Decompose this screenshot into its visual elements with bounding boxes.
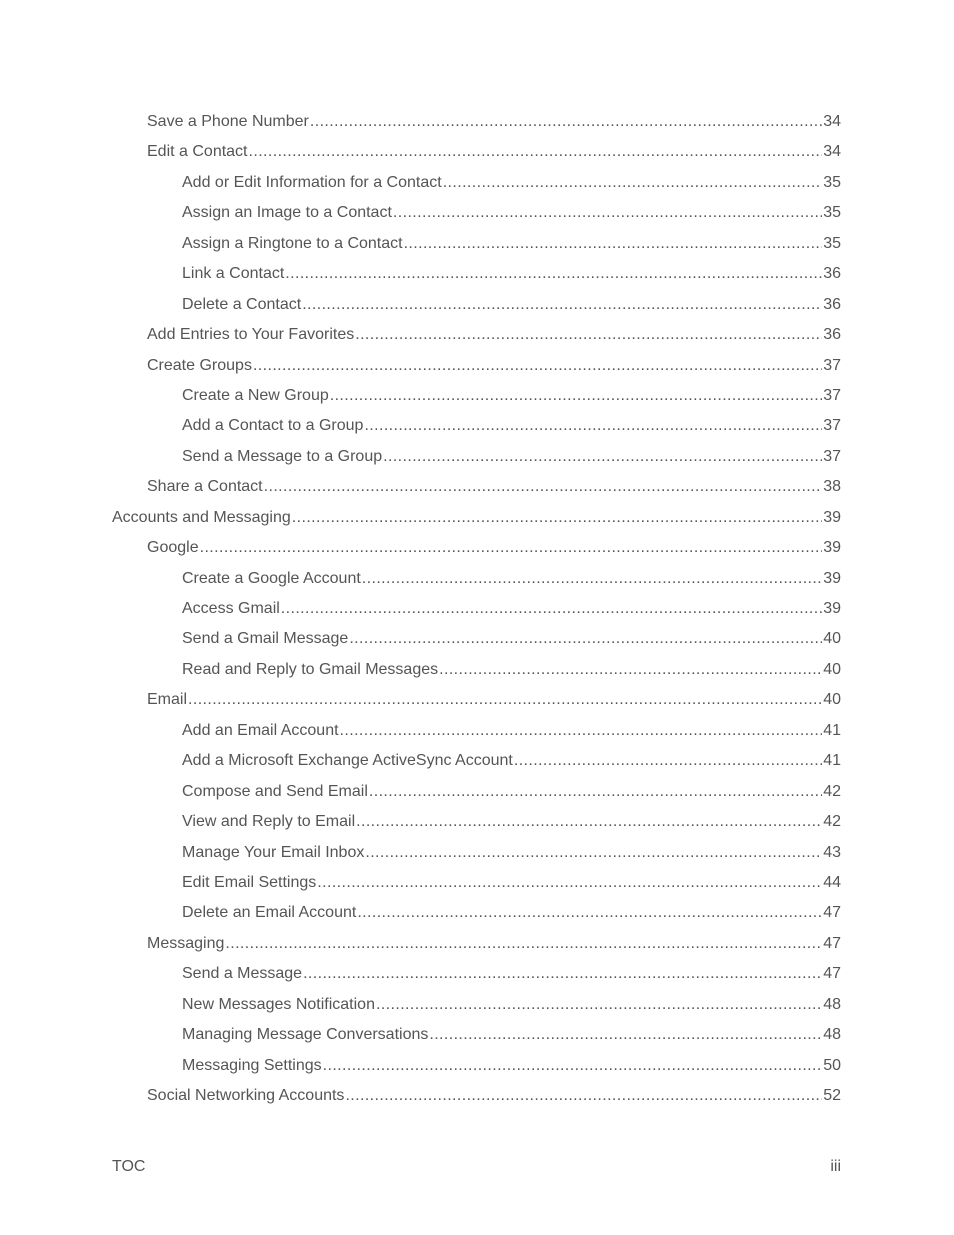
toc-entry-page-number: 52 bbox=[823, 1087, 841, 1104]
toc-dot-leader bbox=[330, 381, 822, 411]
table-of-contents bbox=[112, 107, 841, 1111]
toc-entry[interactable] bbox=[112, 411, 841, 441]
toc-entry[interactable] bbox=[112, 898, 841, 928]
toc-entry-page-number: 40 bbox=[823, 630, 841, 648]
toc-entry-title: Read and Reply to Gmail Messages bbox=[182, 660, 439, 678]
toc-entry-page-number: 35 bbox=[823, 234, 841, 252]
toc-dot-leader bbox=[188, 685, 822, 715]
toc-entry-title: Create Groups bbox=[147, 356, 252, 374]
toc-entry-page-number: 42 bbox=[823, 782, 841, 800]
toc-entry-title: Managing Message Conversations bbox=[182, 1026, 429, 1044]
toc-dot-leader bbox=[364, 411, 822, 441]
toc-entry[interactable] bbox=[112, 320, 841, 350]
toc-dot-leader bbox=[317, 868, 822, 898]
toc-entry-page-number: 43 bbox=[823, 843, 841, 861]
toc-entry[interactable] bbox=[112, 107, 841, 137]
toc-dot-leader bbox=[356, 807, 822, 837]
toc-list bbox=[112, 107, 841, 1111]
toc-entry-title: Share a Contact bbox=[147, 478, 263, 496]
toc-entry-page-number: 36 bbox=[823, 265, 841, 283]
toc-entry[interactable] bbox=[112, 503, 841, 533]
toc-dot-leader bbox=[264, 472, 823, 502]
toc-dot-leader bbox=[302, 290, 822, 320]
toc-entry-page-number: 47 bbox=[823, 904, 841, 922]
toc-entry-title: New Messages Notification bbox=[182, 995, 375, 1013]
toc-entry-page-number: 50 bbox=[823, 1056, 841, 1074]
toc-entry-title: Assign a Ringtone to a Contact bbox=[182, 234, 403, 252]
footer-section-label: TOC bbox=[112, 1158, 146, 1175]
toc-dot-leader bbox=[362, 564, 822, 594]
toc-dot-leader bbox=[292, 503, 822, 533]
toc-entry-title: Assign an Image to a Contact bbox=[182, 204, 392, 222]
toc-entry-title: Add a Microsoft Exchange ActiveSync Account bbox=[182, 752, 513, 770]
toc-entry-page-number: 48 bbox=[823, 1026, 841, 1044]
toc-entry-page-number: 42 bbox=[823, 813, 841, 831]
toc-dot-leader bbox=[303, 959, 822, 989]
toc-entry-page-number: 35 bbox=[823, 204, 841, 222]
toc-entry-title: Messaging Settings bbox=[182, 1056, 322, 1074]
page-footer bbox=[112, 1156, 841, 1178]
toc-entry[interactable] bbox=[112, 1051, 841, 1081]
toc-entry-page-number: 34 bbox=[823, 113, 841, 130]
toc-entry-page-number: 41 bbox=[823, 721, 841, 739]
toc-entry[interactable] bbox=[112, 594, 841, 624]
toc-entry-title: Email bbox=[147, 691, 188, 709]
toc-entry[interactable] bbox=[112, 472, 841, 502]
toc-entry-page-number: 40 bbox=[823, 660, 841, 678]
toc-dot-leader bbox=[349, 624, 822, 654]
toc-entry-page-number: 39 bbox=[823, 600, 841, 617]
toc-entry-page-number: 44 bbox=[823, 873, 841, 891]
toc-entry-title: Messaging bbox=[147, 934, 225, 952]
toc-entry[interactable] bbox=[112, 929, 841, 959]
toc-dot-leader bbox=[369, 777, 822, 807]
toc-dot-leader bbox=[249, 137, 823, 167]
toc-dot-leader bbox=[376, 990, 822, 1020]
toc-entry-title: Access Gmail bbox=[182, 600, 280, 617]
toc-entry-page-number: 39 bbox=[823, 569, 841, 587]
toc-entry-page-number: 37 bbox=[823, 417, 841, 435]
toc-entry-title: Send a Message to a Group bbox=[182, 447, 383, 465]
toc-entry-title: Social Networking Accounts bbox=[147, 1087, 345, 1104]
toc-entry-page-number: 47 bbox=[823, 965, 841, 983]
toc-entry-title: Accounts and Messaging bbox=[112, 508, 291, 526]
toc-dot-leader bbox=[357, 898, 822, 928]
toc-entry-page-number: 37 bbox=[823, 447, 841, 465]
toc-entry-title: Save a Phone Number bbox=[147, 113, 309, 130]
toc-entry-title: Manage Your Email Inbox bbox=[182, 843, 365, 861]
toc-dot-leader bbox=[365, 838, 822, 868]
toc-dot-leader bbox=[443, 168, 823, 198]
toc-entry-page-number: 47 bbox=[823, 934, 841, 952]
toc-entry-title: Add Entries to Your Favorites bbox=[147, 326, 355, 344]
toc-entry-page-number: 39 bbox=[823, 508, 841, 526]
toc-entry-title: Delete an Email Account bbox=[182, 904, 357, 922]
toc-entry-page-number: 39 bbox=[823, 539, 841, 557]
toc-entry-title: Create a Google Account bbox=[182, 569, 361, 587]
toc-entry-title: Compose and Send Email bbox=[182, 782, 368, 800]
toc-entry-title: View and Reply to Email bbox=[182, 813, 356, 831]
toc-dot-leader bbox=[514, 746, 822, 776]
toc-dot-leader bbox=[323, 1051, 823, 1081]
toc-entry-page-number: 37 bbox=[823, 356, 841, 374]
toc-dot-leader bbox=[340, 716, 823, 746]
toc-entry[interactable] bbox=[112, 655, 841, 685]
toc-entry-page-number: 36 bbox=[823, 326, 841, 344]
toc-entry-page-number: 48 bbox=[823, 995, 841, 1013]
toc-entry-page-number: 38 bbox=[823, 478, 841, 496]
toc-entry-title: Add a Contact to a Group bbox=[182, 417, 364, 435]
toc-entry-title: Delete a Contact bbox=[182, 295, 302, 313]
toc-entry[interactable] bbox=[112, 198, 841, 228]
toc-entry-title: Add an Email Account bbox=[182, 721, 339, 739]
toc-dot-leader bbox=[383, 442, 822, 472]
toc-dot-leader bbox=[439, 655, 822, 685]
toc-entry[interactable] bbox=[112, 137, 841, 167]
toc-entry[interactable] bbox=[112, 868, 841, 898]
toc-entry[interactable] bbox=[112, 533, 841, 563]
toc-entry[interactable] bbox=[112, 716, 841, 746]
toc-entry-title: Send a Gmail Message bbox=[182, 630, 349, 648]
toc-dot-leader bbox=[310, 107, 822, 137]
toc-entry[interactable] bbox=[112, 685, 841, 715]
toc-entry-page-number: 36 bbox=[823, 295, 841, 313]
toc-entry-title: Create a New Group bbox=[182, 386, 329, 404]
toc-entry[interactable] bbox=[112, 229, 841, 259]
toc-dot-leader bbox=[429, 1020, 822, 1050]
toc-entry[interactable] bbox=[112, 259, 841, 289]
toc-entry-title: Send a Message bbox=[182, 965, 303, 983]
toc-entry[interactable] bbox=[112, 1020, 841, 1050]
toc-entry[interactable] bbox=[112, 807, 841, 837]
toc-entry[interactable] bbox=[112, 624, 841, 654]
toc-entry-title: Edit a Contact bbox=[147, 143, 248, 161]
toc-entry[interactable] bbox=[112, 959, 841, 989]
toc-dot-leader bbox=[285, 259, 822, 289]
toc-entry[interactable] bbox=[112, 564, 841, 594]
toc-entry-title: Google bbox=[147, 539, 199, 557]
toc-entry-page-number: 35 bbox=[823, 173, 841, 191]
toc-entry-page-number: 34 bbox=[823, 143, 841, 161]
toc-dot-leader bbox=[355, 320, 822, 350]
toc-dot-leader bbox=[253, 351, 822, 381]
toc-dot-leader bbox=[225, 929, 822, 959]
toc-dot-leader bbox=[200, 533, 823, 563]
toc-dot-leader bbox=[404, 229, 823, 259]
toc-entry[interactable] bbox=[112, 838, 841, 868]
toc-entry-page-number: 37 bbox=[823, 386, 841, 404]
toc-entry-title: Add or Edit Information for a Contact bbox=[182, 173, 442, 191]
toc-entry-title: Link a Contact bbox=[182, 265, 285, 283]
toc-entry-page-number: 40 bbox=[823, 691, 841, 709]
toc-entry[interactable] bbox=[112, 442, 841, 472]
toc-entry[interactable] bbox=[112, 777, 841, 807]
toc-entry[interactable] bbox=[112, 351, 841, 381]
toc-entry[interactable] bbox=[112, 381, 841, 411]
toc-dot-leader bbox=[281, 594, 822, 624]
toc-entry[interactable] bbox=[112, 1081, 841, 1111]
footer-page-number: iii bbox=[830, 1158, 841, 1175]
toc-entry[interactable] bbox=[112, 990, 841, 1020]
toc-entry[interactable] bbox=[112, 746, 841, 776]
toc-entry[interactable] bbox=[112, 168, 841, 198]
toc-dot-leader bbox=[345, 1081, 822, 1111]
toc-entry[interactable] bbox=[112, 290, 841, 320]
toc-entry-title: Edit Email Settings bbox=[182, 873, 317, 891]
toc-entry-page-number: 41 bbox=[823, 752, 841, 770]
toc-dot-leader bbox=[393, 198, 822, 228]
